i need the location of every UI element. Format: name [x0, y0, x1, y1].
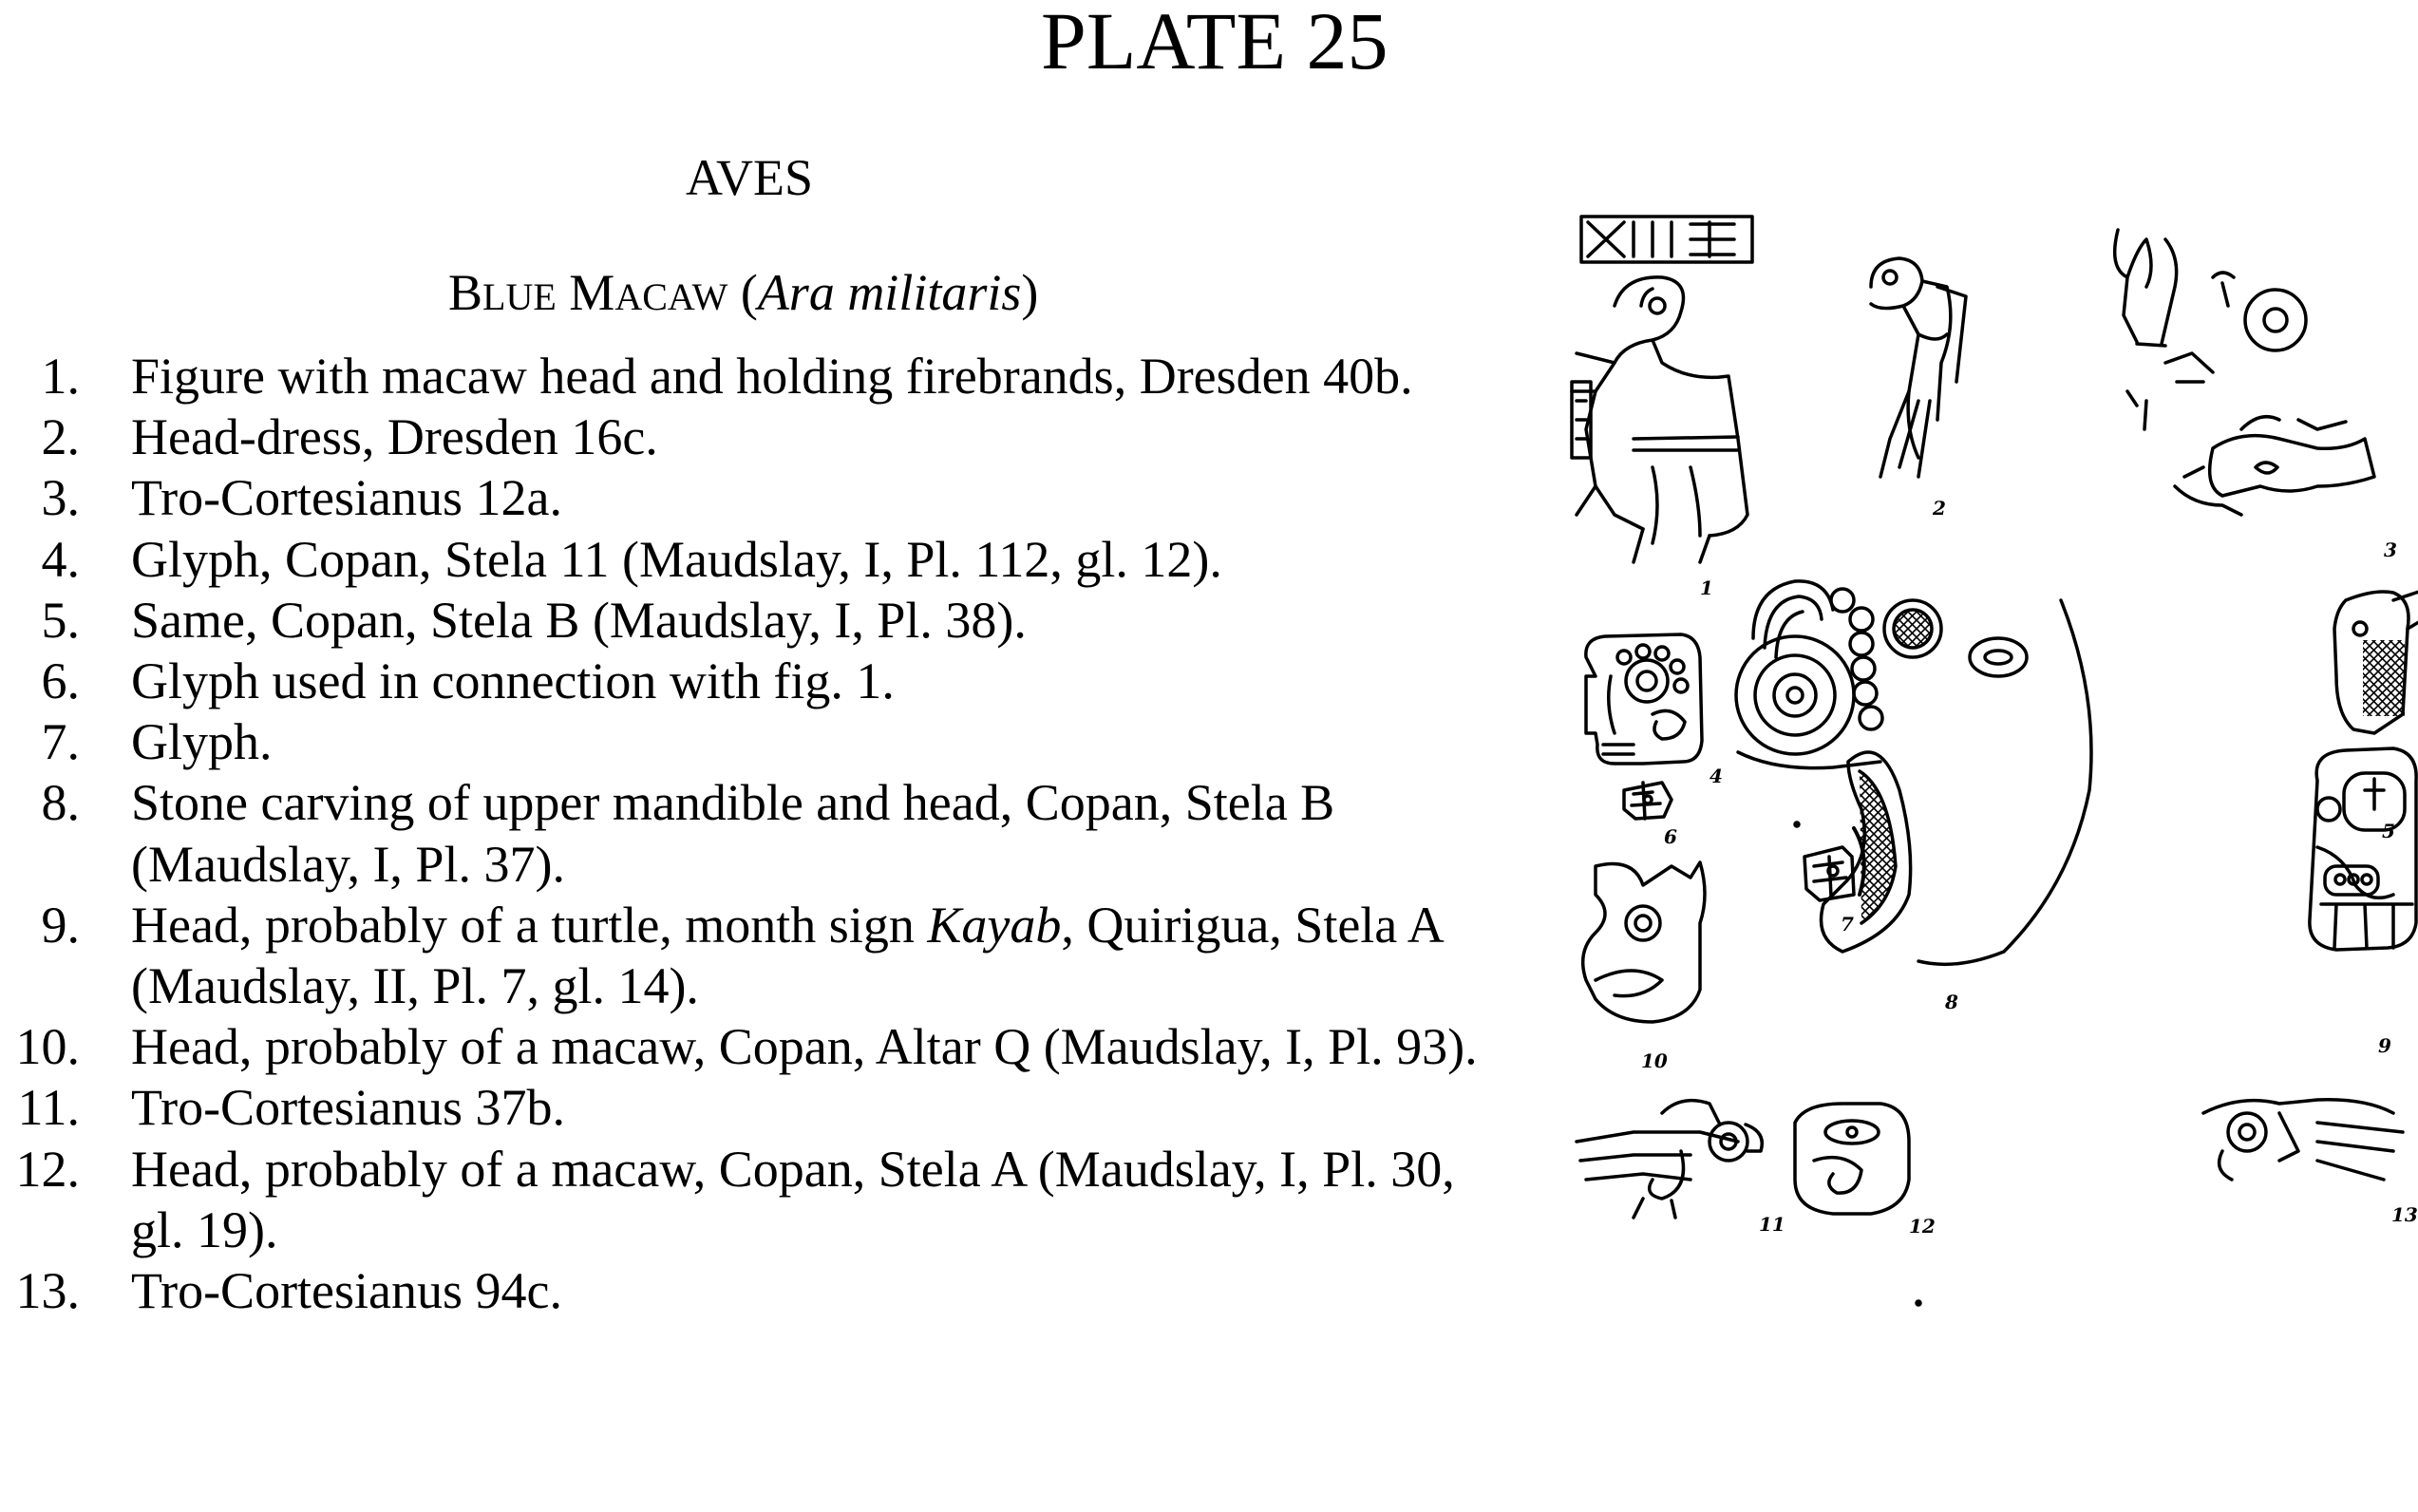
caption-item-6 — [0, 651, 1501, 711]
caption-text: Tro-Cortesianus 94c. — [131, 1262, 562, 1320]
common-name-initial-2: M — [569, 264, 615, 321]
caption-item-5 — [0, 590, 1501, 651]
caption-item-13 — [0, 1260, 1501, 1321]
scientific-name: Ara militaris — [757, 264, 1022, 321]
caption-text: Head-dress, Dresden 16c. — [131, 408, 658, 466]
figure-3-codex-scene — [1657, 201, 2374, 515]
figure-label-11: 11 — [1759, 1213, 1785, 1236]
caption-text: Glyph, Copan, Stela 11 (Maudslay, I, Pl. 112, gl. 12). — [131, 530, 1222, 588]
figure-2-headdress — [1871, 258, 1966, 477]
paren-close: ) — [1021, 264, 1039, 321]
figure-11-macaw — [1577, 1101, 1762, 1218]
caption-text: Figure with macaw head and holding firebrands, Dresden 40b. — [131, 348, 1413, 405]
figure-label-8: 8 — [1945, 991, 1958, 1013]
figure-10-macaw-head — [1583, 862, 1705, 1022]
figure-label-10: 10 — [1641, 1049, 1668, 1072]
caption-item-8 — [0, 772, 1501, 894]
figure-label-3: 3 — [2384, 539, 2397, 561]
caption-text: Tro-Cortesianus 12a. — [131, 469, 562, 527]
caption-number: 9. — [41, 896, 80, 954]
caption-item-7 — [0, 711, 1501, 772]
caption-item-1 — [0, 346, 1501, 406]
figure-5-glyph — [2334, 591, 2418, 733]
caption-number: 4. — [41, 530, 80, 588]
common-name-rest-2: ACAW — [614, 275, 728, 318]
caption-number: 11. — [17, 1079, 80, 1137]
caption-number: 10. — [15, 1018, 80, 1076]
caption-text: Head, probably of a macaw, Copan, Altar Q (Maudslay, I, Pl. 93). — [131, 1018, 1478, 1076]
caption-number: 6. — [41, 652, 80, 710]
common-name-rest-1: LUE — [482, 275, 557, 318]
caption-item-10 — [0, 1016, 1501, 1077]
caption-text: Glyph. — [131, 713, 273, 771]
paren-open: ( — [727, 264, 758, 321]
figure-6-glyph — [1624, 783, 1672, 819]
figure-8-stone-carving — [1736, 581, 2091, 964]
caption-text: Stone carving of upper mandible and head, Copan, Stela B (Maudslay, I, Pl. 37). — [131, 774, 1335, 893]
caption-number: 1. — [41, 348, 80, 405]
caption-item-4 — [0, 529, 1501, 590]
plate-illustrations — [1558, 201, 2418, 1512]
caption-number: 3. — [41, 469, 80, 527]
section-title: AVES — [686, 149, 814, 206]
caption-item-2 — [0, 406, 1501, 467]
figure-label-9: 9 — [2378, 1034, 2391, 1057]
figure-label-1: 1 — [1700, 576, 1713, 599]
caption-text-after: , Quirigua, Stela A (Maudslay, II, Pl. 7, gl. 14). — [131, 896, 1442, 1015]
figure-7-glyph — [1804, 847, 1854, 900]
figure-label-12: 12 — [1909, 1215, 1936, 1238]
caption-list — [0, 346, 1501, 1321]
figure-label-4: 4 — [1710, 765, 1723, 787]
figure-label-13: 13 — [2391, 1203, 2418, 1226]
figure-13-macaw — [2203, 1100, 2403, 1180]
caption-number: 5. — [41, 591, 80, 649]
caption-text: Head, probably of a turtle, month sign — [131, 896, 928, 954]
caption-text: Tro-Cortesianus 37b. — [131, 1079, 566, 1137]
caption-item-11 — [0, 1077, 1501, 1138]
caption-number: 8. — [41, 774, 80, 832]
caption-text: Same, Copan, Stela B (Maudslay, I, Pl. 38). — [131, 591, 1027, 649]
caption-text: Head, probably of a macaw, Copan, Stela A (Maudslay, I, Pl. 30, gl. 19). — [131, 1140, 1455, 1258]
figure-label-7: 7 — [1841, 913, 1854, 936]
figure-1-macaw-figure — [1572, 217, 1752, 562]
caption-number: 7. — [41, 713, 80, 771]
caption-italic-term: Kayab — [927, 896, 1062, 954]
figure-4-glyph — [1586, 634, 1702, 764]
caption-item-3 — [0, 467, 1501, 528]
caption-number: 13. — [15, 1262, 80, 1320]
common-name-initial-1: B — [448, 264, 483, 321]
figure-label-5: 5 — [2382, 820, 2395, 842]
figure-12-macaw-head — [1795, 1104, 1909, 1214]
caption-number: 12. — [15, 1140, 80, 1198]
caption-number: 2. — [41, 408, 80, 466]
species-subtitle — [448, 262, 1038, 328]
figure-label-2: 2 — [1933, 497, 1946, 520]
figure-9-glyph — [2310, 748, 2416, 950]
figure-plate — [1558, 201, 2418, 1512]
caption-item-9 — [0, 895, 1501, 1016]
figure-label-6: 6 — [1664, 825, 1677, 848]
plate-title: PLATE 25 — [1041, 0, 1388, 86]
caption-text: Glyph used in connection with fig. 1. — [131, 652, 895, 710]
caption-item-12 — [0, 1139, 1501, 1260]
